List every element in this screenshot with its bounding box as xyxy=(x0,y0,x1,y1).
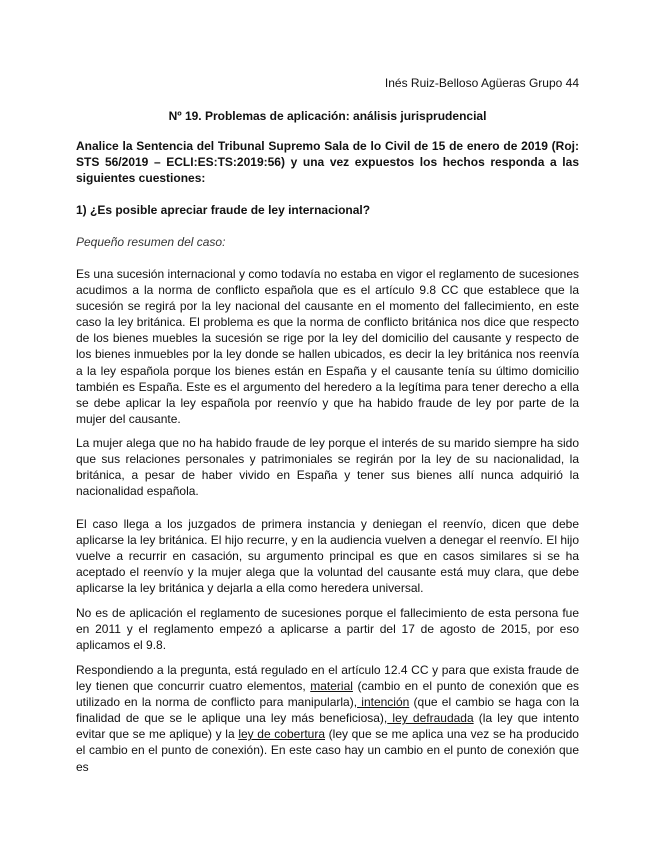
term-ley-defraudada: ley defraudada xyxy=(387,711,474,726)
paragraph-3 xyxy=(76,516,579,596)
paragraph-5 xyxy=(76,662,579,775)
author-line: Inés Ruiz-Belloso Agüeras Grupo 44 xyxy=(384,76,579,90)
paragraph-4-text: No es de aplicación el reglamento de sucesiones porque el fallecimiento de esta persona fue en 2011 y el reglamento empezó a aplicarse a partir del 17 de agosto de 2015, por eso aplicamos el 9.8. xyxy=(76,606,579,653)
paragraph-5-part-4: (la ley que intento evitar que se me aplique) y la xyxy=(76,711,579,742)
term-intencion: intención xyxy=(357,695,410,710)
paragraph-1 xyxy=(76,266,579,427)
summary-heading: Pequeño resumen del caso: xyxy=(76,235,226,249)
paragraph-5-text xyxy=(76,662,579,775)
paragraph-2 xyxy=(76,435,579,499)
term-ley-de-cobertura: ley de cobertura xyxy=(238,727,325,742)
document-title: Nº 19. Problemas de aplicación: análisis jurisprudencial xyxy=(168,109,487,123)
paragraph-1-text: Es una sucesión internacional y como todavía no estaba en vigor el reglamento de sucesiones acudimos a la norma de conflicto española que es el artículo 9.8 CC que establece que la sucesión se regirá por la ley nacional del causante en el momento del fallecimiento, en este caso la ley británica. El problema es que la norma de conflicto británica nos dice que respecto de los bienes muebles la sucesión se rige por la ley del domicilio del causante y respecto de los bienes inmuebles por la ley donde se hallen ubicados, es decir la ley británica nos reenvía a la ley española porque los bienes están en España y el causante tenía su último domicilio también es España. Este es el argumento del heredero a la legítima para tener derecho a ella se debe aplicar la ley española por reenvío y que ha habido fraude de ley por parte de la mujer del causante. xyxy=(76,267,579,426)
paragraph-5-part-2: (cambio en el punto de conexión que es utilizado en la norma de conflicto para manipularla), xyxy=(76,679,579,710)
paragraph-3-text: El caso llega a los juzgados de primera instancia y deniegan el reenvío, dicen que debe aplicarse la ley británica. El hijo recurre, y en la audiencia vuelven a denegar el reenvío. El hijo vuelve a recurrir en casación, su argumento principal es que en casos similares si se ha aceptado el reenvío y la mujer alega que la voluntad del causante está muy clara, que debe aplicarse la ley británica y dejarla a ella como heredera universal. xyxy=(76,517,579,596)
paragraph-4 xyxy=(76,605,579,653)
question-heading: 1) ¿Es posible apreciar fraude de ley internacional? xyxy=(76,203,371,217)
paragraph-5-part-1: Respondiendo a la pregunta, está regulado en el artículo 12.4 CC y para que exista fraude de ley tienen que concurrir cuatro elementos, xyxy=(76,663,579,694)
paragraph-2-text: La mujer alega que no ha habido fraude de ley porque el interés de su marido siempre ha sido que sus relaciones personales y patrimoniales se regirán por la ley de su nacionalidad, la británica, a pesar de haber vivido en España y tener sus bienes allí nunca adquirió la nacionalidad española. xyxy=(76,436,579,499)
paragraph-5-part-3: (que el cambio se haga con la finalidad de que se le aplique una ley más beneficiosa), xyxy=(76,695,579,726)
instruction-text: Analice la Sentencia del Tribunal Supremo Sala de lo Civil de 15 de enero de 2019 (Roj: STS 56/2019 – ECLI:ES:TS:2019:56) y una vez expuestos los hechos responda a las siguientes cuestiones: xyxy=(76,139,579,186)
term-material: material xyxy=(310,679,353,694)
paragraph-5-part-5: (ley que se me aplica una vez se ha producido el cambio en el punto de conexión). En este caso hay un cambio en el punto de conexión que es xyxy=(76,727,579,774)
